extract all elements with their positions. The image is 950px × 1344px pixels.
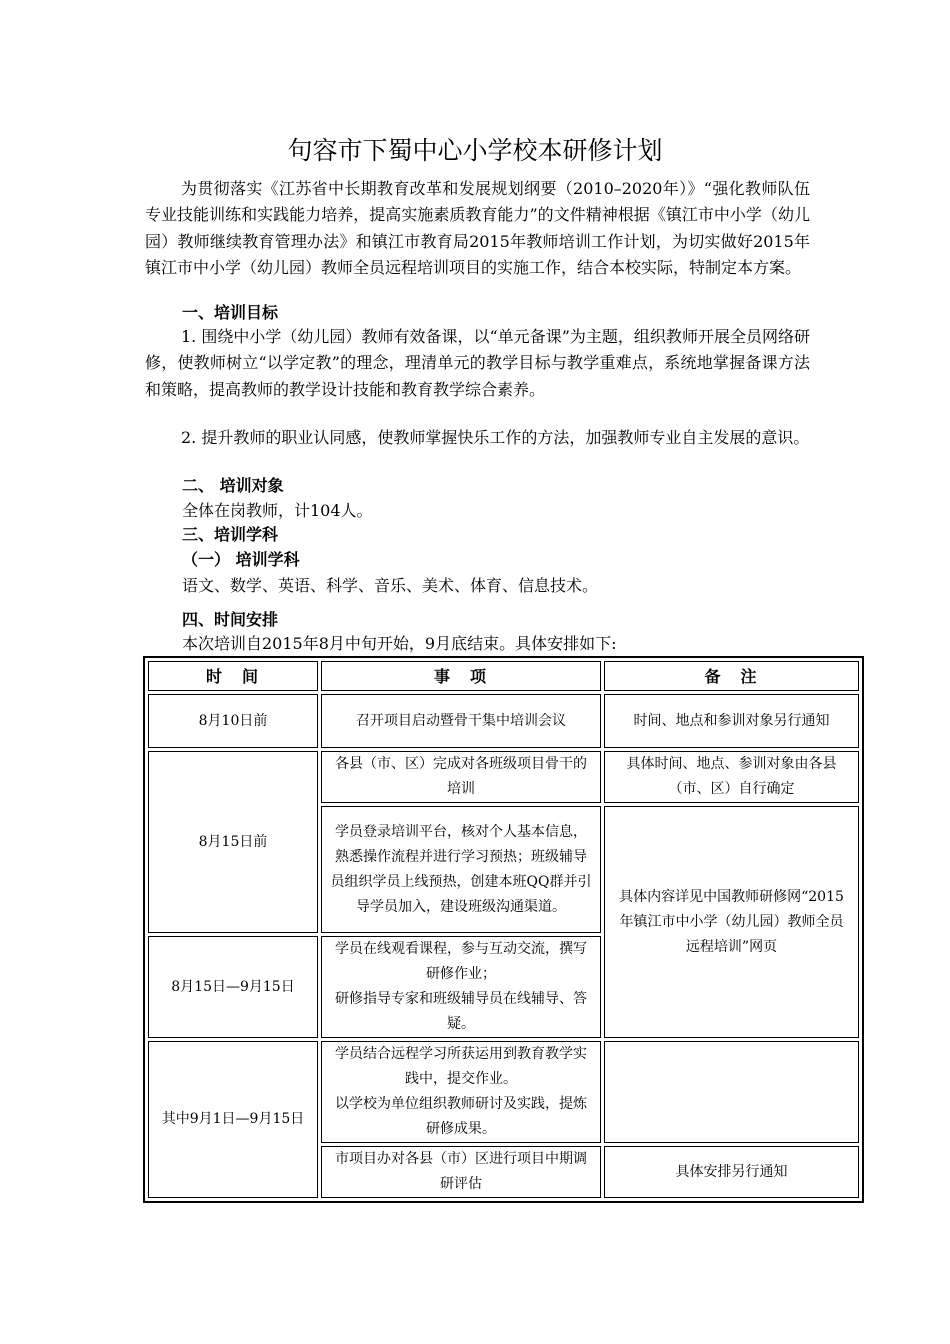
note-cell: [604, 1041, 859, 1143]
item-line: 研修指导专家和班级辅导员在线辅导、答疑。: [335, 991, 587, 1032]
item-line: 学员结合远程学习所获运用到教育教学实践中，提交作业。: [335, 1046, 587, 1087]
time-cell: 其中9月1日—9月15日: [148, 1041, 318, 1198]
note-cell: 具体时间、地点、参训对象由各县（市、区）自行确定: [604, 751, 859, 803]
time-cell: 8月15日前: [148, 751, 318, 933]
schedule-table: [143, 656, 864, 1203]
table-row: [148, 694, 859, 748]
header-note: 备 注: [604, 661, 859, 691]
header-item: 事 项: [321, 661, 601, 691]
section4-heading: 四、时间安排: [182, 610, 279, 629]
time-cell: 8月15日—9月15日: [148, 936, 318, 1038]
note-cell: 时间、地点和参训对象另行通知: [604, 694, 859, 748]
table-row: [148, 1041, 859, 1143]
section2-heading: 二、 培训对象: [182, 476, 284, 495]
item-cell: [321, 1041, 601, 1143]
item-cell: 学员登录培训平台，核对个人基本信息，熟悉操作流程并进行学习预热；班级辅导员组织学员上线预热，创建本班QQ群并引导学员加入，建设班级沟通渠道。: [321, 806, 601, 933]
section3-text: 语文、数学、英语、科学、音乐、美术、体育、信息技术。: [182, 576, 599, 595]
item-line: 以学校为单位组织教师研讨及实践，提炼研修成果。: [335, 1096, 587, 1137]
note-cell: 具体安排另行通知: [604, 1146, 859, 1198]
document-title: 句容市下蜀中心小学校本研修计划: [287, 136, 663, 165]
item-cell: 市项目办对各县（市）区进行项目中期调研评估: [321, 1146, 601, 1198]
item-cell: 召开项目启动暨骨干集中培训会议: [321, 694, 601, 748]
item-cell: 各县（市、区）完成对各班级项目骨干的培训: [321, 751, 601, 803]
note-cell: 具体内容详见中国教师研修网“2015年镇江市中小学（幼儿园）教师全员远程培训”网页: [604, 806, 859, 1038]
time-cell: 8月10日前: [148, 694, 318, 748]
intro-paragraph: 为贯彻落实《江苏省中长期教育改革和发展规划纲要（2010–2020年）》“强化教师队伍专业技能训练和实践能力培养，提高实施素质教育能力”的文件精神根据《镇江市中小学（幼儿园）教师继续教育管理办法》和镇江市教育局2015年教师培训工作计划，为切实做好2015年镇江市中小学（幼儿园）教师全员远程培训项目的实施工作，结合本校实际，特制定本方案。: [145, 179, 810, 277]
section1-item2: 2. 提升教师的职业认同感，使教师掌握快乐工作的方法，加强教师专业自主发展的意识。: [181, 428, 810, 447]
item-cell: [321, 936, 601, 1038]
header-time: 时 间: [148, 661, 318, 691]
item-line: 学员在线观看课程，参与互动交流，撰写研修作业；: [335, 941, 587, 982]
section3-heading: 三、培训学科: [182, 525, 279, 544]
section1-heading: 一、培训目标: [182, 303, 279, 322]
section2-text: 全体在岗教师，计104人。: [182, 501, 373, 520]
section4-text: 本次培训自2015年8月中旬开始，9月底结束。具体安排如下:: [182, 634, 617, 653]
section1-item1: 1. 围绕中小学（幼儿园）教师有效备课，以“单元备课”为主题，组织教师开展全员网络研修，使教师树立“以学定教”的理念，理清单元的教学目标与教学重难点，系统地掌握备课方法和策略，提高教师的教学设计技能和教育教学综合素养。: [145, 327, 810, 399]
section3-subheading: （一） 培训学科: [182, 550, 300, 569]
table-row: [148, 751, 859, 803]
table-header-row: [148, 661, 859, 691]
